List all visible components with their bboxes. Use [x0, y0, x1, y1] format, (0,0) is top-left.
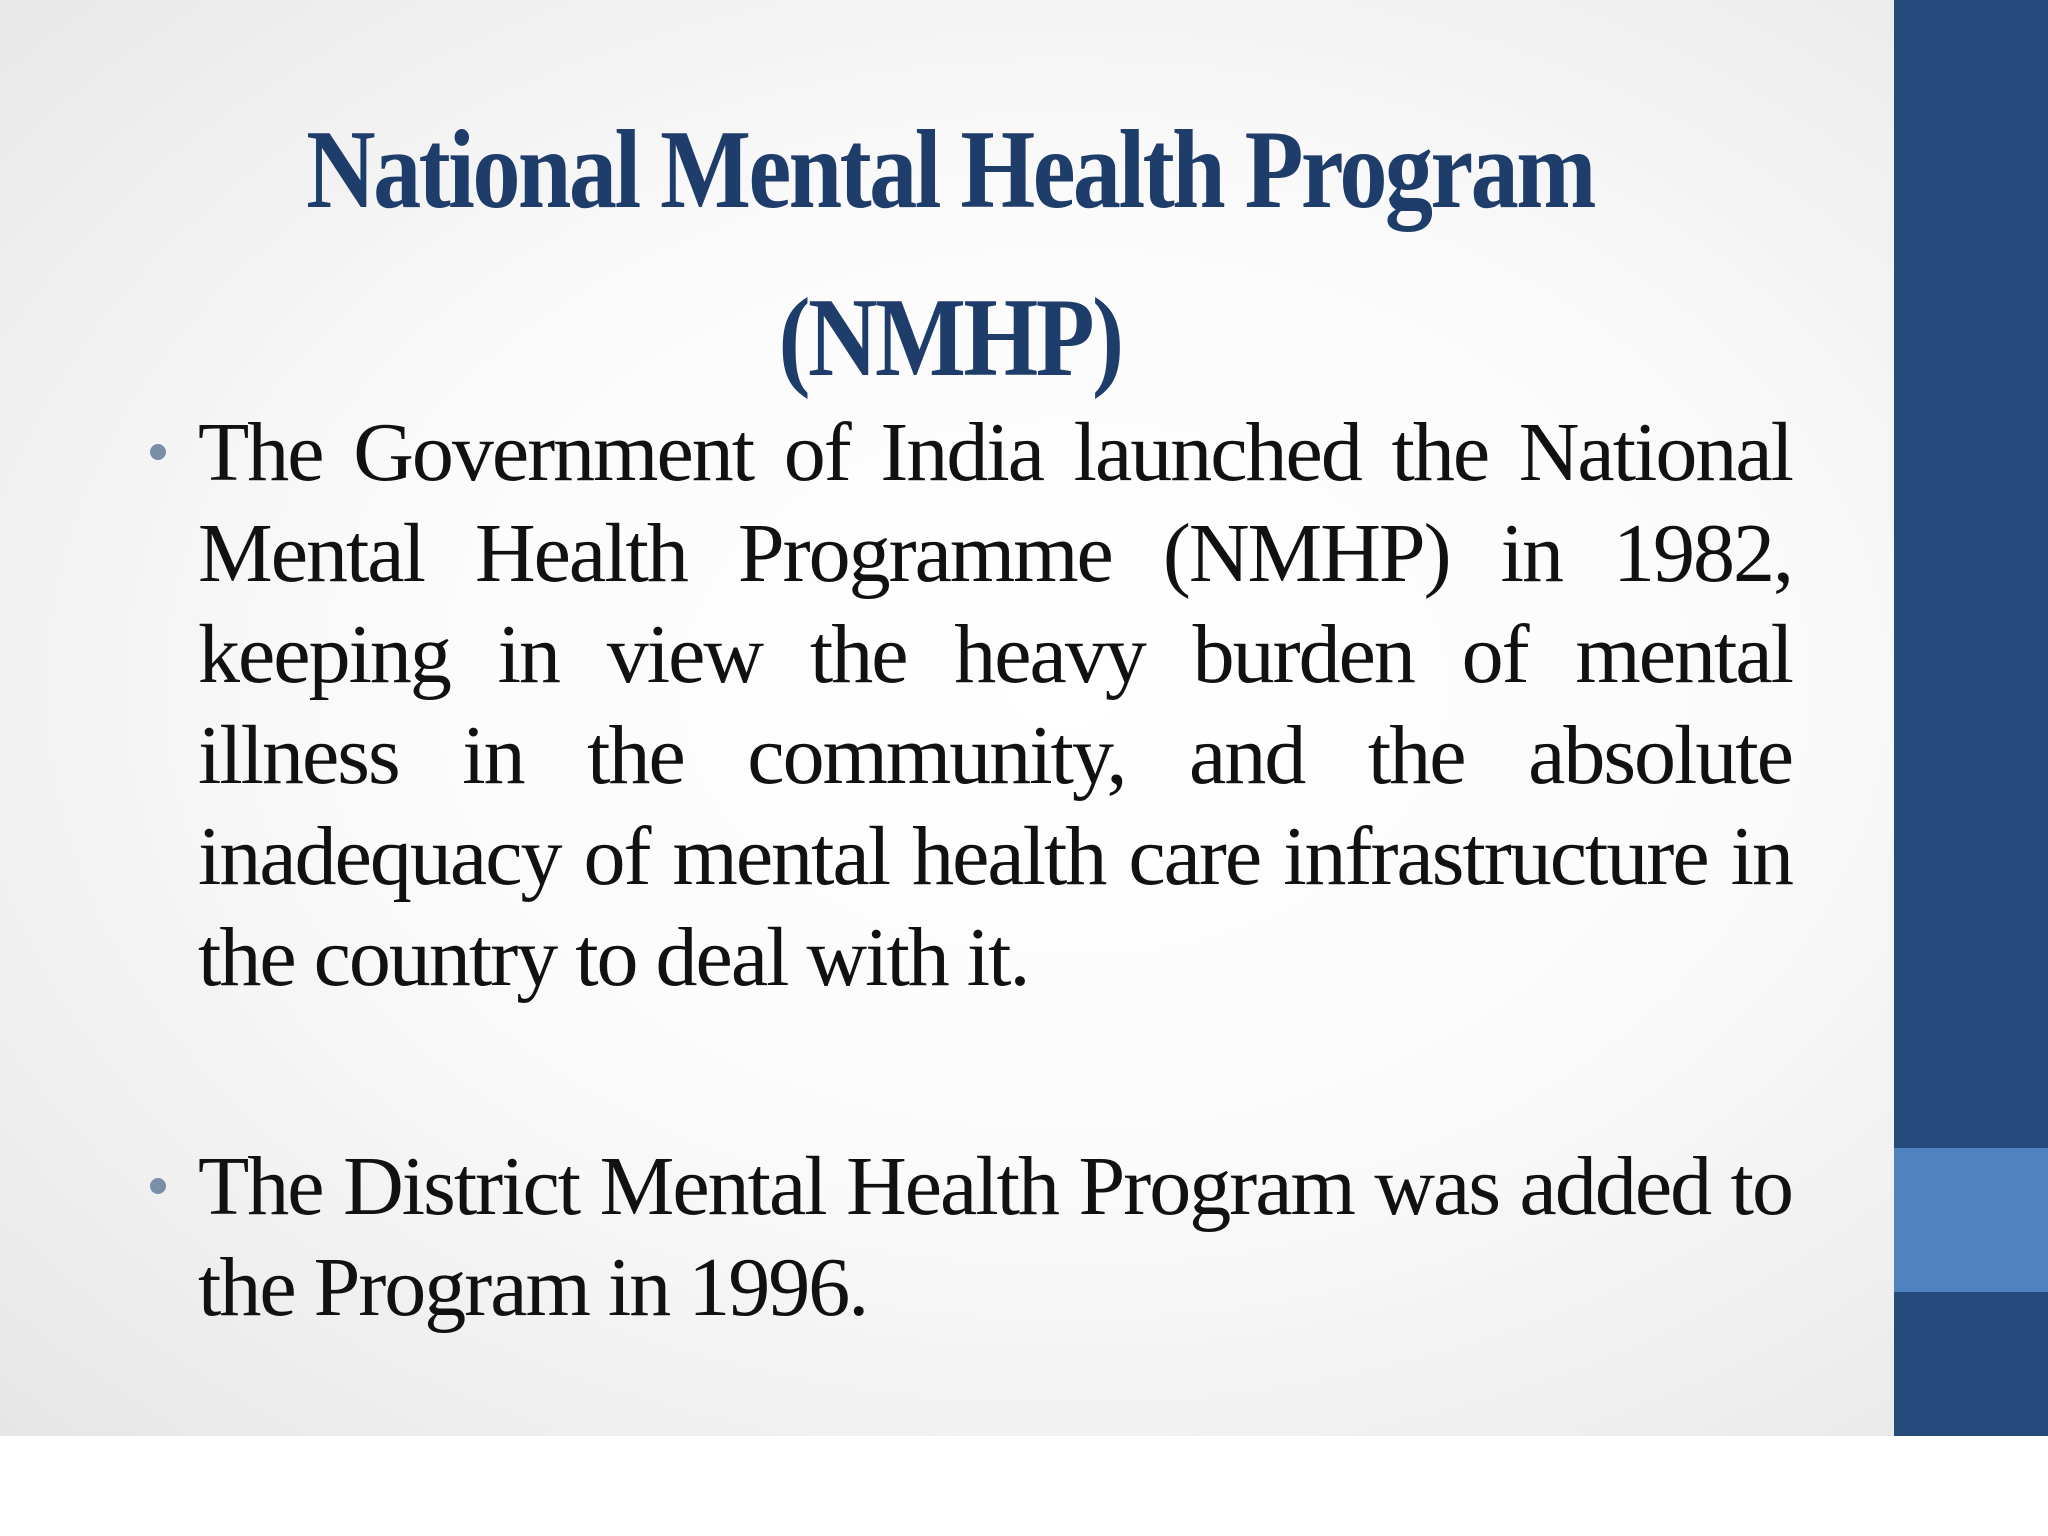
- bullet-marker-icon: [150, 444, 166, 460]
- bullet-text: The District Mental Health Program was added to the Program in 1996.: [198, 1140, 1792, 1334]
- bullet-item-nmhp-launch: [140, 402, 1792, 1008]
- decorative-sidebar-accent: [1894, 1148, 2048, 1292]
- bottom-margin: [0, 1436, 2048, 1536]
- bullet-item-district-program: [140, 1136, 1792, 1338]
- slide-title: National Mental Health Program (NMHP): [306, 108, 1594, 400]
- bullet-list: [140, 402, 1792, 1338]
- bullet-text: The Government of India launched the National Mental Health Programme (NMHP) in 1982, keeping in view the heavy burden of mental illness in the community, and the absolute inadequacy of mental health care infrastructure in the country to deal with it.: [198, 406, 1792, 1004]
- bullet-marker-icon: [150, 1178, 166, 1194]
